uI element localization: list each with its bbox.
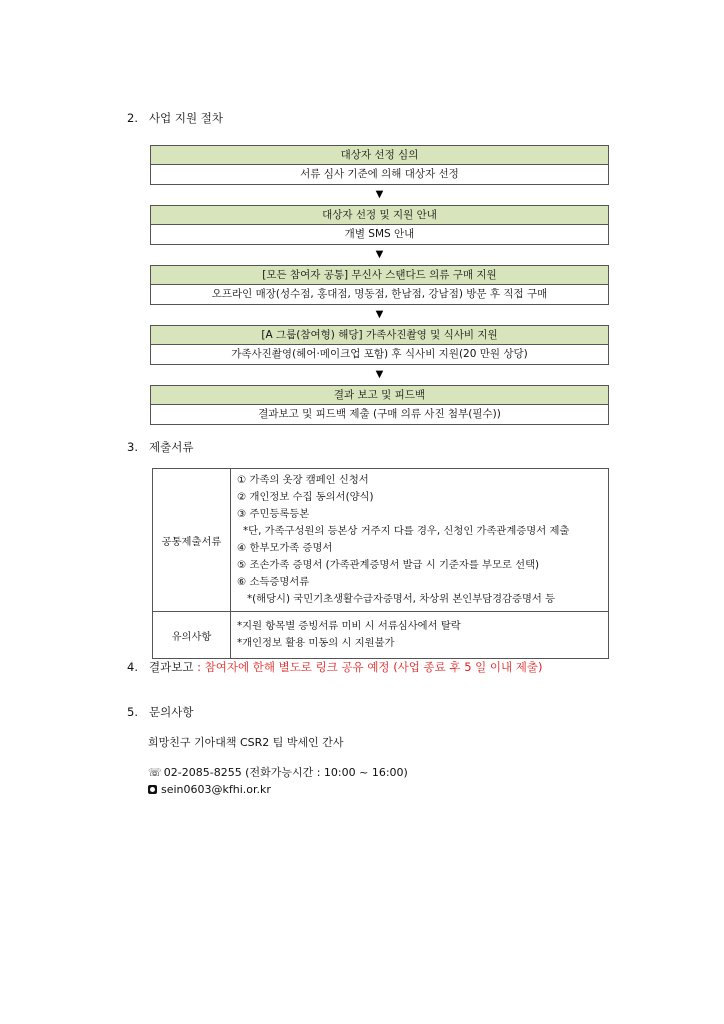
flow-step-desc: 결과보고 및 피드백 제출 (구매 의류 사진 첨부(필수))	[258, 408, 501, 420]
notes-list	[231, 612, 609, 659]
flow-step-title: [A 그룹(참여형) 해당] 가족사진촬영 및 식사비 지원	[151, 326, 608, 345]
flow-step-title: 결과 보고 및 피드백	[151, 386, 608, 405]
list-item: ① 가족의 옷장 캠페인 신청서	[237, 474, 369, 486]
flow-step-desc: 오프라인 매장(성수점, 홍대점, 명동점, 한남점, 강남점) 방문 후 직접 구매	[211, 288, 548, 300]
list-item: ② 개인정보 수집 동의서(양식)	[237, 491, 374, 503]
phone-number: 02-2085-8255 (전화가능시간 : 10:00 ~ 16:00)	[163, 766, 408, 779]
flow-step-title: [모든 참여자 공통] 무신사 스탠다드 의류 구매 지원	[151, 266, 608, 285]
section-4-heading	[127, 659, 543, 675]
flow-step-1	[150, 145, 609, 185]
section-title: 결과보고	[149, 660, 194, 674]
notes-label: 유의사항	[153, 612, 231, 659]
section-number: 3.	[127, 440, 138, 454]
support-procedure-flowchart	[150, 145, 609, 425]
flow-step-desc: 가족사진촬영(헤어·메이크업 포함) 후 식사비 지원(20 만원 상당)	[231, 348, 528, 360]
list-item: ③ 주민등록등본	[237, 508, 310, 520]
section-number: 5.	[127, 705, 138, 719]
section-number: 4.	[127, 660, 138, 674]
flow-step-title: 대상자 선정 심의	[151, 146, 608, 165]
submission-documents-table	[152, 468, 609, 659]
common-documents-label: 공통제출서류	[153, 469, 231, 612]
flow-step-5	[150, 385, 609, 425]
list-item: *개인정보 활용 미동의 시 지원불가	[237, 637, 395, 649]
section-3-heading	[127, 439, 193, 455]
common-documents-list	[231, 469, 609, 612]
table-row	[153, 612, 609, 659]
flow-step-2	[150, 205, 609, 245]
phone-line	[148, 764, 408, 780]
mail-icon	[148, 785, 157, 794]
email-line	[148, 783, 271, 796]
flow-step-4	[150, 325, 609, 365]
flow-step-desc: 개별 SMS 안내	[344, 228, 415, 240]
flow-step-3	[150, 265, 609, 305]
down-arrow-icon: ▼	[375, 369, 384, 380]
list-item: ⑥ 소득증명서류	[237, 576, 310, 588]
list-item-note: *(해당시) 국민기초생활수급자증명서, 차상위 본인부담경감증명서 등	[247, 593, 556, 605]
result-report-note: 참여자에 한해 별도로 링크 공유 예정 (사업 종료 후 5 일 이내 제출)	[204, 660, 543, 674]
section-title: 문의사항	[149, 705, 194, 719]
down-arrow-icon: ▼	[375, 249, 384, 260]
list-item: *지원 항목별 증빙서류 미비 시 서류심사에서 탈락	[237, 620, 461, 632]
phone-icon: ☏	[148, 766, 162, 779]
list-item: ⑤ 조손가족 증명서 (가족관계증명서 발급 시 기준자를 부모로 선택)	[237, 559, 540, 571]
section-5-heading	[127, 704, 193, 720]
flow-step-title: 대상자 선정 및 지원 안내	[151, 206, 608, 225]
section-title: 제출서류	[149, 440, 194, 454]
down-arrow-icon: ▼	[375, 189, 384, 200]
section-2-heading	[127, 110, 223, 126]
section-number: 2.	[127, 111, 138, 125]
flow-step-desc: 서류 심사 기준에 의해 대상자 선정	[300, 168, 459, 180]
list-item-note: *단, 가족구성원의 등본상 거주지 다를 경우, 신청인 가족관계증명서 제출	[243, 525, 570, 537]
table-row	[153, 469, 609, 612]
down-arrow-icon: ▼	[375, 309, 384, 320]
list-item: ④ 한부모가족 증명서	[237, 542, 333, 554]
section-separator: :	[193, 660, 205, 674]
section-title: 사업 지원 절차	[149, 111, 223, 125]
contact-name: 희망친구 기아대책 CSR2 팀 박세인 간사	[148, 736, 344, 749]
email-address[interactable]: sein0603@kfhi.or.kr	[161, 783, 271, 796]
